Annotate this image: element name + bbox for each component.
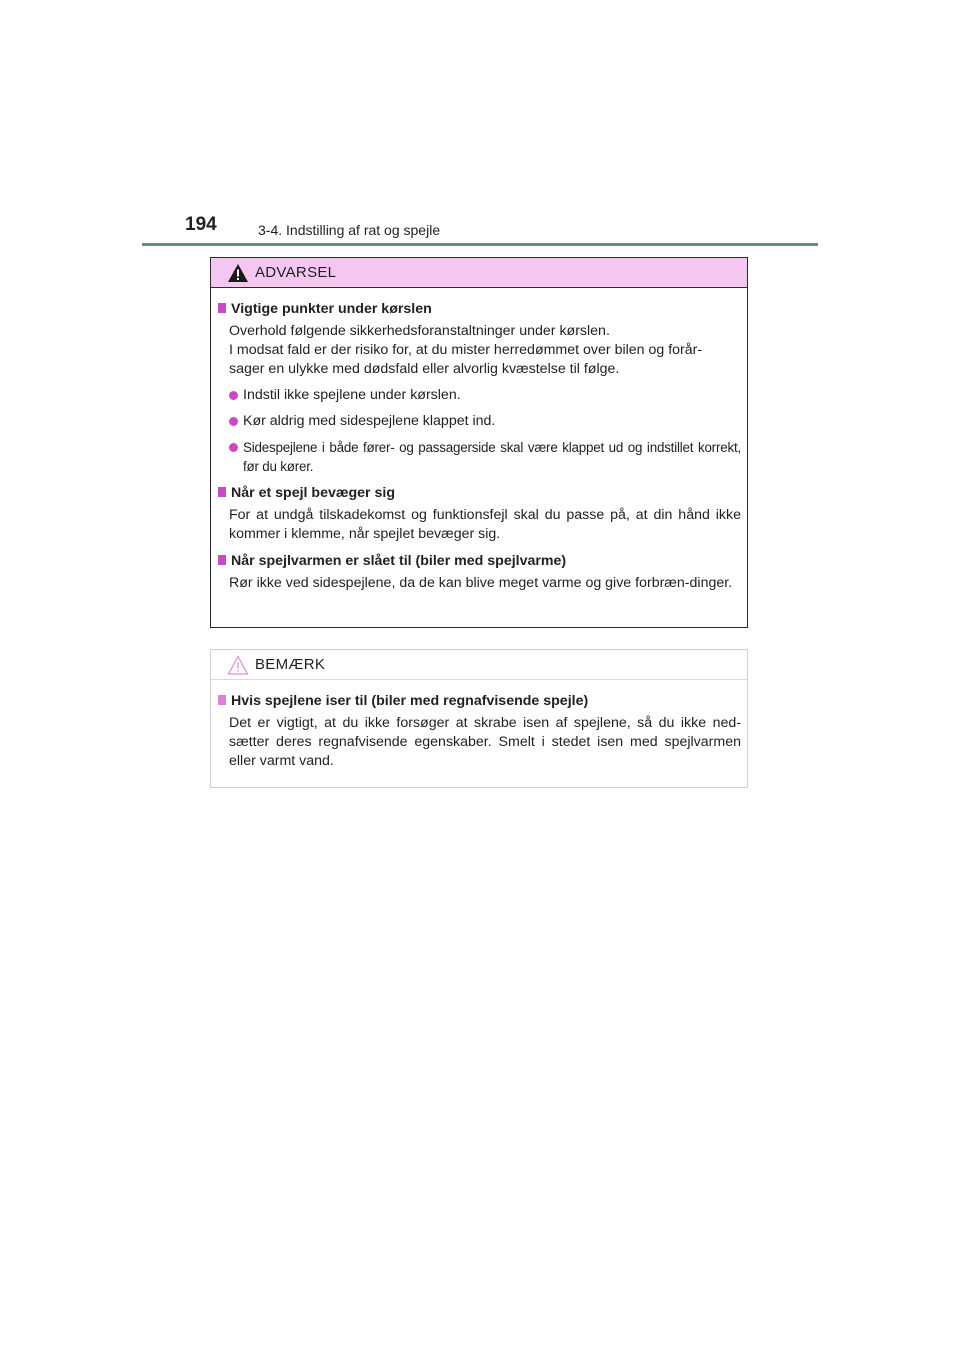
square-bullet-icon bbox=[218, 555, 226, 565]
heading-text: Når et spejl bevæger sig bbox=[231, 485, 396, 501]
paragraph-line: Overhold følgende sikkerhedsforanstaltninger under kørslen. bbox=[229, 323, 610, 339]
section-title: 3-4. Indstilling af rat og spejle bbox=[258, 222, 441, 238]
note-box-header bbox=[211, 650, 747, 680]
section-paragraph: Rør ikke ved sidespejlene, da de kan blive meget varme og give forbræn-dinger. bbox=[229, 575, 733, 591]
paragraph-line: I modsat fald er der risiko for, at du mister herredømmet over bilen og forår- bbox=[229, 342, 703, 358]
section-heading bbox=[218, 692, 741, 711]
section-heading bbox=[218, 484, 741, 503]
section-heading bbox=[218, 300, 741, 319]
square-bullet-icon bbox=[218, 487, 226, 497]
bullet-text: Sidespejlene i både fører- og passagerside skal være klappet ud og indstillet korrekt, før du kører. bbox=[243, 440, 741, 474]
page-number: 194 bbox=[185, 214, 217, 235]
section-heading bbox=[218, 552, 741, 571]
bullet-text: Kør aldrig med sidespejlene klappet ind. bbox=[243, 413, 496, 429]
warning-title: ADVARSEL bbox=[255, 264, 337, 281]
heading-text: Hvis spejlene iser til (biler med regnafvisende spejle) bbox=[231, 693, 589, 709]
note-body bbox=[211, 680, 747, 771]
header-rule bbox=[142, 243, 818, 246]
paragraph-line: sager en ulykke med dødsfald eller alvorlig kvæstelse til følge. bbox=[229, 361, 620, 377]
list-item bbox=[229, 412, 741, 431]
warning-section-mirror-moving bbox=[218, 484, 741, 544]
round-bullet-icon bbox=[229, 417, 238, 426]
caution-outline-triangle-icon bbox=[227, 655, 249, 675]
section-paragraph: Det er vigtigt, at du ikke forsøger at skrabe isen af spejlene, så du ikke ned-sætter deres regnafvisende egenskaber. Smelt i stedet isen med spejlvarmen eller varmt vand. bbox=[229, 715, 741, 769]
note-section-icing bbox=[218, 692, 741, 771]
list-item bbox=[229, 386, 741, 405]
note-title: BEMÆRK bbox=[255, 656, 326, 673]
section-paragraph: For at undgå tilskadekomst og funktionsfejl skal du passe på, at din hånd ikke kommer i klemme, når spejlet bevæger sig. bbox=[229, 507, 741, 542]
warning-triangle-icon bbox=[227, 263, 249, 283]
square-bullet-icon bbox=[218, 695, 226, 705]
warning-box-header bbox=[211, 258, 747, 288]
square-bullet-icon bbox=[218, 303, 226, 313]
warning-section-driving bbox=[218, 300, 741, 476]
round-bullet-icon bbox=[229, 443, 238, 452]
heading-text: Når spejlvarmen er slået til (biler med spejlvarme) bbox=[231, 553, 567, 569]
section-paragraph bbox=[229, 322, 741, 379]
round-bullet-icon bbox=[229, 391, 238, 400]
warning-section-mirror-heater bbox=[218, 552, 741, 593]
heading-text: Vigtige punkter under kørslen bbox=[231, 301, 432, 317]
warning-box bbox=[210, 257, 748, 628]
list-item bbox=[229, 438, 741, 476]
bullet-text: Indstil ikke spejlene under kørslen. bbox=[243, 387, 461, 403]
warning-body bbox=[211, 288, 747, 593]
note-box bbox=[210, 649, 748, 788]
